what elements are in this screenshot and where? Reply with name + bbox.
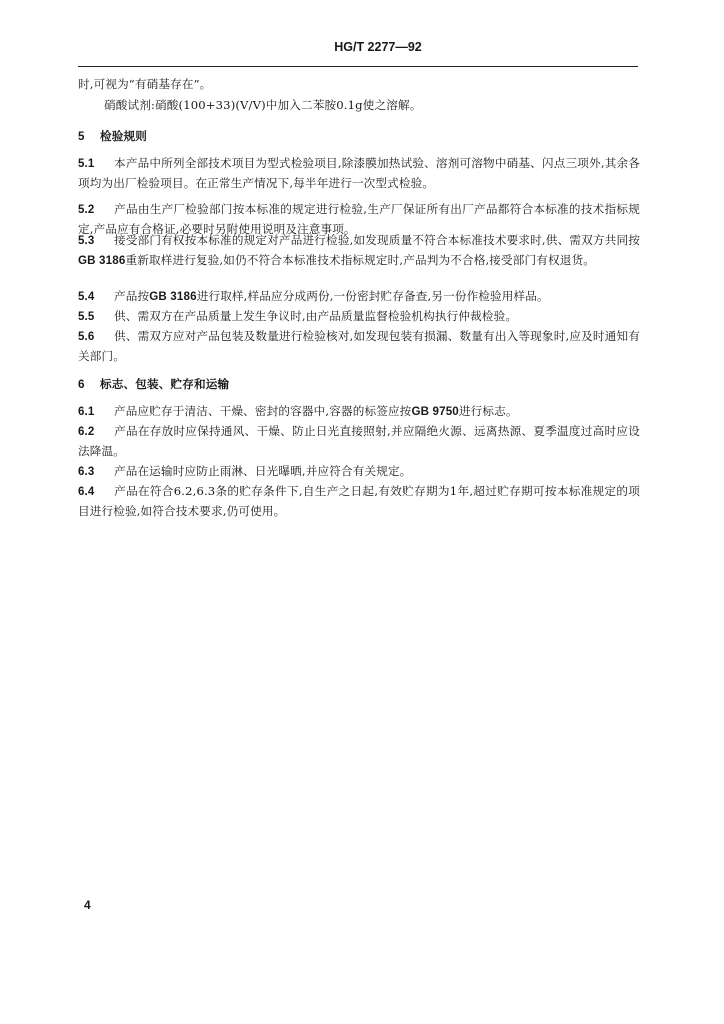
clause-6-3 [78,462,640,482]
reagent-paragraph: 硝酸试剂:硝酸(100+33)(V/V)中加入二苯胺0.1g使之溶解。 [104,98,422,112]
standard-reference: GB 9750 [411,405,459,418]
standard-reference: GB 3186 [78,254,126,267]
continued-paragraph: 时,可视为“有硝基存在”。 [78,77,212,91]
clause-text: 产品应贮存于清洁、干燥、密封的容器中,容器的标签应按 [114,404,412,418]
standard-reference: GB 3186 [149,290,197,303]
clause-number: 5.3 [78,235,95,247]
section-heading-5 [78,127,640,146]
clause-number: 6.2 [78,426,95,438]
clause-number: 6.1 [78,406,95,418]
clause-5-1 [78,154,640,193]
clause-text: 供、需双方应对产品包装及数量进行检验核对,如发现包装有损漏、数量有出入等现象时,应及时通知有关部门。 [78,329,640,363]
section-number: 6 [78,378,85,391]
clause-5-4 [78,287,640,307]
clause-6-2 [78,422,640,461]
clause-text: 产品由生产厂检验部门按本标准的规定进行检验,生产厂保证所有出厂产品都符合本标准的技术指标规定,产品应有合格证,必要时另附使用说明及注意事项。 [78,202,640,236]
page-header [78,40,638,67]
section-number: 5 [78,130,85,143]
clause-5-5 [78,307,640,327]
clause-number: 5.2 [78,204,95,216]
clause-text: 进行标志。 [458,404,518,418]
section-heading-6 [78,375,640,394]
clause-text: 进行取样,样品应分成两份,一份密封贮存备查,另一份作检验用样品。 [196,289,549,303]
clause-6-4 [78,482,640,521]
clause-number: 6.4 [78,486,95,498]
section-title: 检验规则 [100,130,147,143]
clause-number: 5.6 [78,331,95,343]
clause-5-3 [78,231,640,270]
clause-number: 6.3 [78,466,95,478]
clause-text: 供、需双方在产品质量上发生争议时,由产品质量监督检验机构执行仲裁检验。 [114,309,518,323]
clause-text: 重新取样进行复验,如仍不符合本标准技术指标规定时,产品判为不合格,接受部门有权退货。 [125,253,595,267]
clause-text: 产品在符合6.2,6.3条的贮存条件下,自生产之日起,有效贮存期为1年,超过贮存期可按本标准规定的项目进行检验,如符合技术要求,仍可使用。 [78,484,640,518]
clause-text: 产品在运输时应防止雨淋、日光曝晒,并应符合有关规定。 [114,464,412,478]
clause-6-1 [78,402,640,422]
clause-text: 产品在存放时应保持通风、干燥、防止日光直接照射,并应隔绝火源、远离热源、夏季温度过高时应设法降温。 [78,424,640,458]
section-title: 标志、包装、贮存和运输 [100,378,230,391]
clause-number: 5.4 [78,291,95,303]
clause-text: 本产品中所列全部技术项目为型式检验项目,除漆膜加热试验、溶剂可溶物中硝基、闪点三项外,其余各项均为出厂检验项目。在正常生产情况下,每半年进行一次型式检验。 [78,156,640,190]
page-number: 4 [84,898,91,912]
clause-number: 5.5 [78,311,95,323]
clause-text: 接受部门有权按本标准的规定对产品进行检验,如发现质量不符合本标准技术要求时,供、需双方共同按 [114,233,640,247]
clause-number: 5.1 [78,158,95,170]
clause-5-6 [78,327,640,366]
clause-text: 产品按 [114,289,150,303]
document-code: HG/T 2277—92 [334,40,422,54]
